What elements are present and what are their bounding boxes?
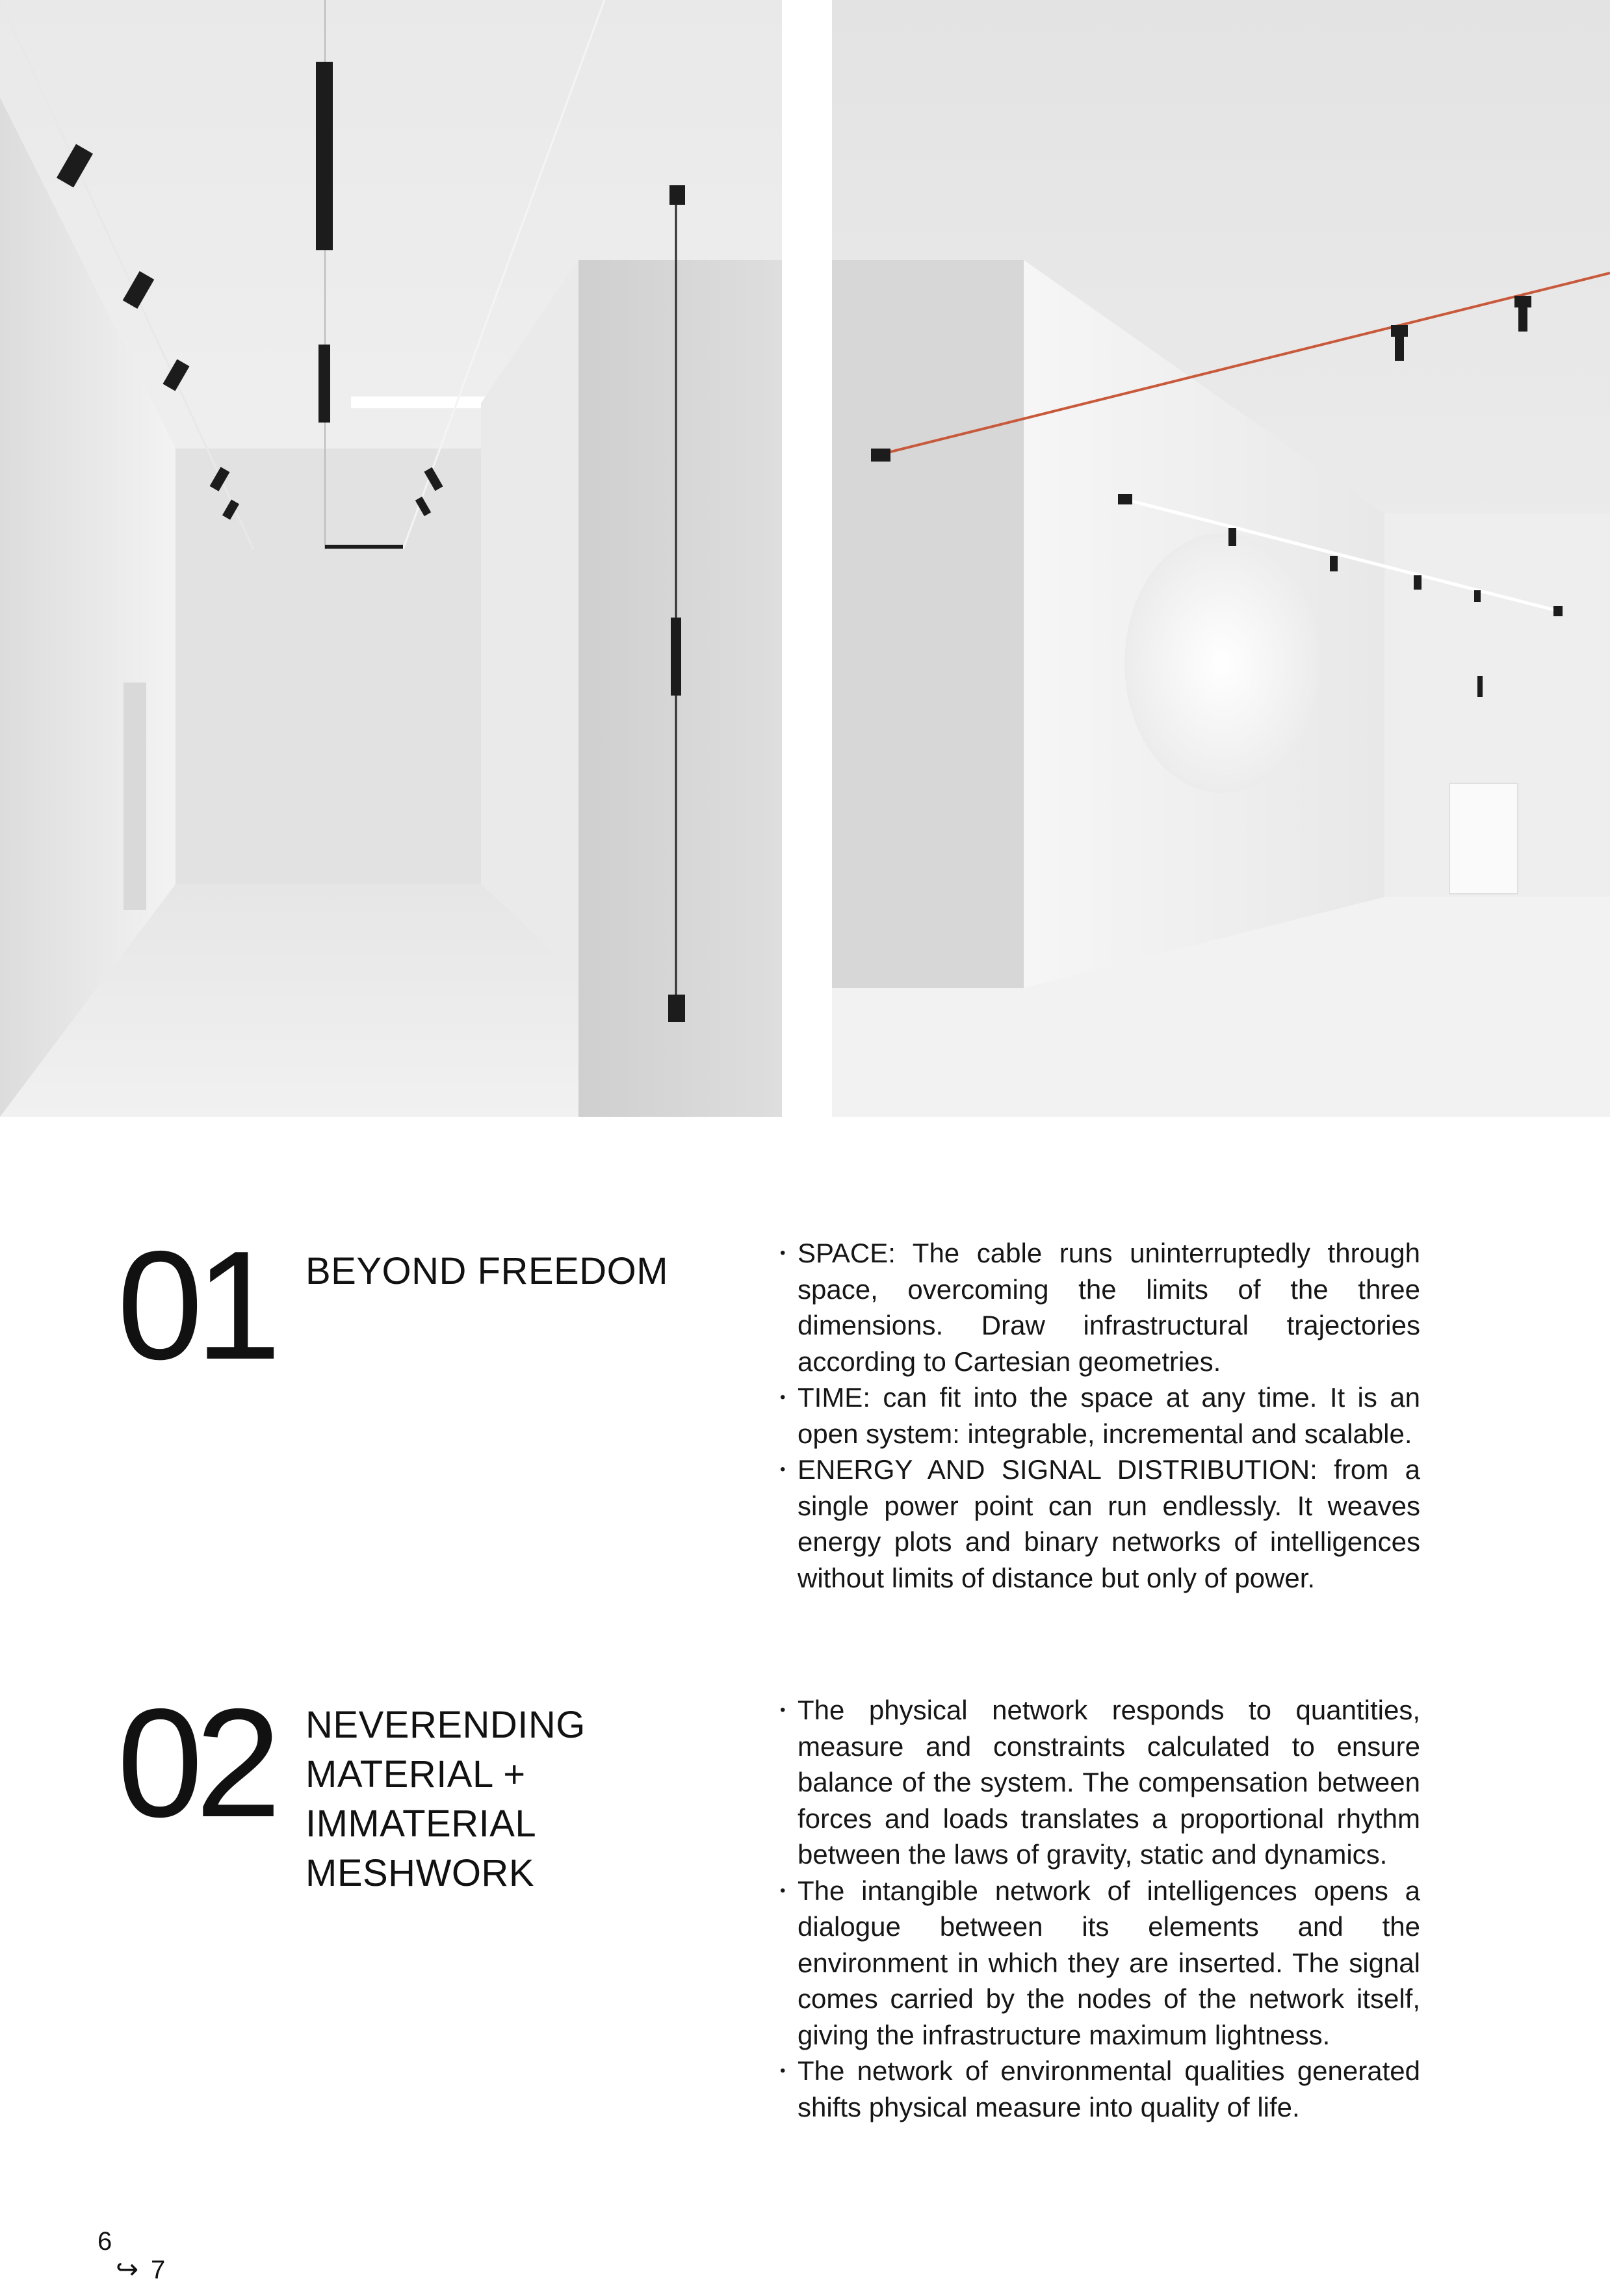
bullet-text: SPACE: The cable runs uninterruptedly through space, overcoming the limits of the three dimensions. Draw infrastructural trajectories according to Cartesian geometries. <box>798 1238 1420 1377</box>
pedestal <box>1449 783 1518 894</box>
back-wall <box>175 449 481 884</box>
light-spot <box>1124 533 1319 793</box>
doorway <box>123 683 146 910</box>
page-numbers <box>97 2228 201 2287</box>
bullet-icon: • <box>780 1881 786 1899</box>
section-title-beyond-freedom: BEYOND FREEDOM <box>305 1250 669 1292</box>
bullet-text: ENERGY AND SIGNAL DISTRIBUTION: from a single power point can run endlessly. It weaves energy plots and binary networks of intelligences without limits of distance but only of power. <box>798 1454 1420 1593</box>
page-number-right: 7 <box>151 2256 166 2284</box>
page-number-left: 6 <box>97 2227 112 2256</box>
bullet-item <box>780 1235 1420 1379</box>
bullet-item <box>780 1873 1420 2054</box>
bullet-text: TIME: can fit into the space at any time. It is an open system: integrable, incremental and scalable. <box>798 1382 1420 1449</box>
bullet-icon: • <box>780 1244 786 1262</box>
gallery-room-illustration <box>832 0 1610 1117</box>
skylight <box>351 397 487 408</box>
photo-left-corridor <box>0 0 782 1117</box>
bullet-item <box>780 1379 1420 1452</box>
section-number-01: 01 <box>117 1220 274 1392</box>
section-02-bullets <box>780 1692 1420 2125</box>
bullet-text: The network of environmental qualities generated shifts physical measure into quality of life. <box>798 2055 1420 2122</box>
bullet-icon: • <box>780 1461 786 1478</box>
bullet-item <box>780 2053 1420 2125</box>
left-pillar <box>832 260 1024 988</box>
bullet-icon: • <box>780 1389 786 1406</box>
section-01-bullets <box>780 1235 1420 1596</box>
bullet-icon: • <box>780 2062 786 2080</box>
bullet-item <box>780 1452 1420 1596</box>
section-title-neverending-meshwork: NEVERENDING MATERIAL + IMMATERIAL MESHWORK <box>305 1704 586 1894</box>
bullet-icon: • <box>780 1701 786 1719</box>
section-number-02: 02 <box>117 1677 274 1849</box>
gallery-corridor-illustration <box>0 0 782 1117</box>
page-arrow-icon: ↪ <box>116 2254 139 2284</box>
bullet-text: The physical network responds to quantities, measure and constraints calculated to ensure balance of the system. The compensation between forces and loads translates a proportional rhythm between the laws of gravity, static and dynamics. <box>798 1695 1420 1870</box>
photo-right-room <box>832 0 1610 1117</box>
bullet-text: The intangible network of intelligences opens a dialogue between its elements and the environment in which they are inserted. The signal comes carried by the nodes of the network itself, giving the infrastructure maximum lightness. <box>798 1875 1420 2050</box>
bullet-item <box>780 1692 1420 1873</box>
